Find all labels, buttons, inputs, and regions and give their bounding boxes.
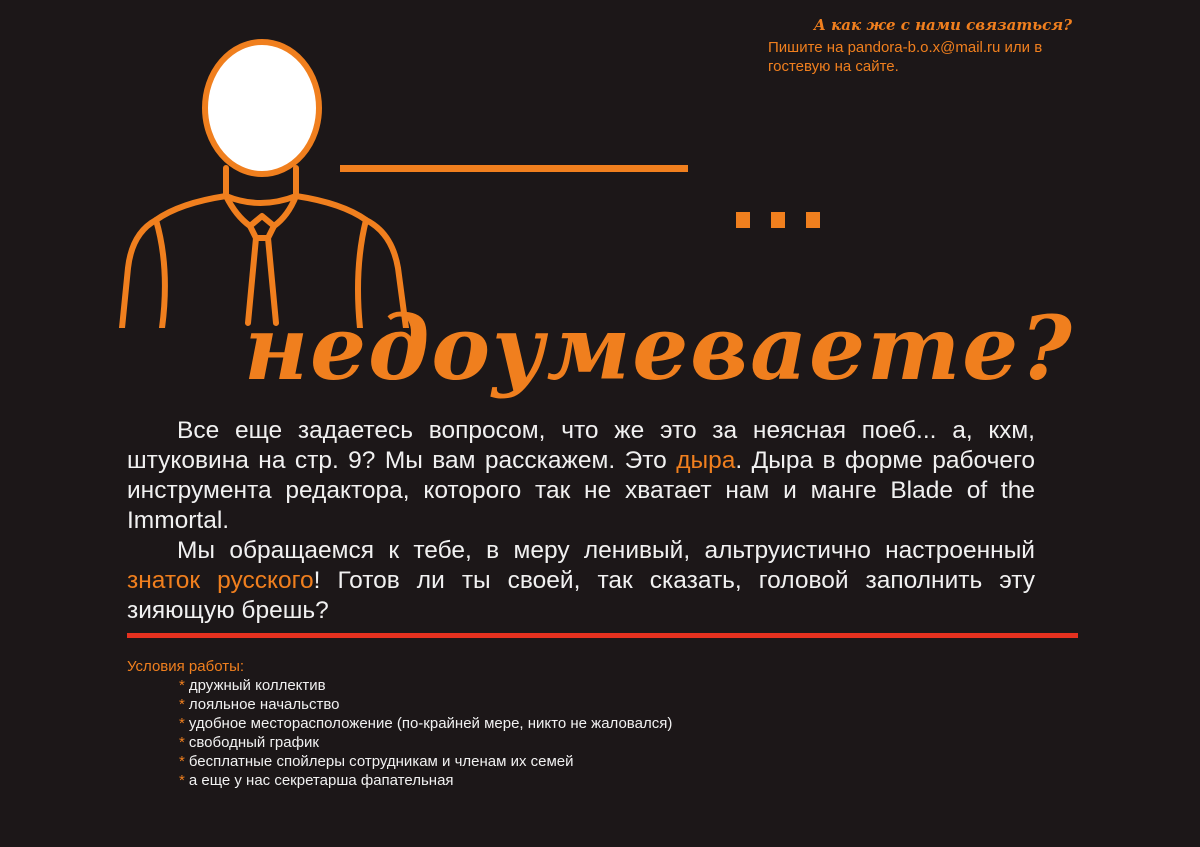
dot: [771, 212, 785, 228]
paragraph-1: [127, 416, 1035, 536]
list-item: [179, 714, 827, 733]
list-item-text: лояльное начальство: [188, 696, 340, 713]
paragraph-1-start: Все еще задаетесь вопросом, что же это за неясная поеб... а, кхм, штуковина на стр. 9? Мы вам расскажем. Это: [127, 417, 1035, 474]
contact-text-line1: Пишите на pandora-b.o.x@mail.ru или в: [768, 39, 1043, 56]
asterisk: *: [179, 715, 185, 732]
headline: недоумеваете?: [244, 296, 1074, 400]
list-item-text: а еще у нас секретарша фапательная: [188, 772, 454, 789]
paragraph-2: [127, 536, 1035, 626]
contact-text: [742, 38, 1072, 76]
accent-russian-expert: знаток русского: [127, 567, 314, 594]
contact-title: А как же с нами связаться?: [813, 16, 1072, 34]
list-item: [179, 695, 827, 714]
conditions-block: [127, 657, 827, 790]
divider: [127, 633, 1078, 638]
dot: [736, 212, 750, 228]
dot: [806, 212, 820, 228]
decorative-line: [340, 165, 688, 172]
conditions-list: [127, 676, 827, 790]
person-silhouette-icon: [110, 38, 440, 328]
list-item-text: бесплатные спойлеры сотрудникам и членам их семей: [188, 753, 574, 770]
ellipsis-dots: [736, 212, 820, 230]
list-item-text: дружный коллектив: [188, 677, 326, 694]
asterisk: *: [179, 753, 185, 770]
paragraph-1-end: . Дыра в форме рабочего инструмента редактора, которого так не хватает нам и манге Blade of the Immortal.: [127, 447, 1035, 534]
list-item: [179, 752, 827, 771]
accent-word-hole: дыра: [676, 447, 736, 474]
body-text: [127, 416, 1035, 626]
asterisk: *: [179, 772, 185, 789]
contact-text-line2: гостевую на сайте.: [768, 58, 899, 75]
asterisk: *: [179, 677, 185, 694]
contact-block: [742, 16, 1072, 76]
paragraph-2-start: Мы обращаемся к тебе, в меру ленивый, альтруистично настроенный: [177, 537, 1035, 564]
list-item-text: удобное месторасположение (по-крайней мере, никто не жаловался): [188, 715, 673, 732]
asterisk: *: [179, 696, 185, 713]
list-item: [179, 733, 827, 752]
conditions-title: Условия работы:: [127, 658, 245, 675]
paragraph-2-end: ! Готов ли ты своей, так сказать, головой заполнить эту зияющую брешь?: [127, 567, 1035, 624]
asterisk: *: [179, 734, 185, 751]
list-item-text: свободный график: [188, 734, 319, 751]
list-item: [179, 676, 827, 695]
list-item: [179, 771, 827, 790]
